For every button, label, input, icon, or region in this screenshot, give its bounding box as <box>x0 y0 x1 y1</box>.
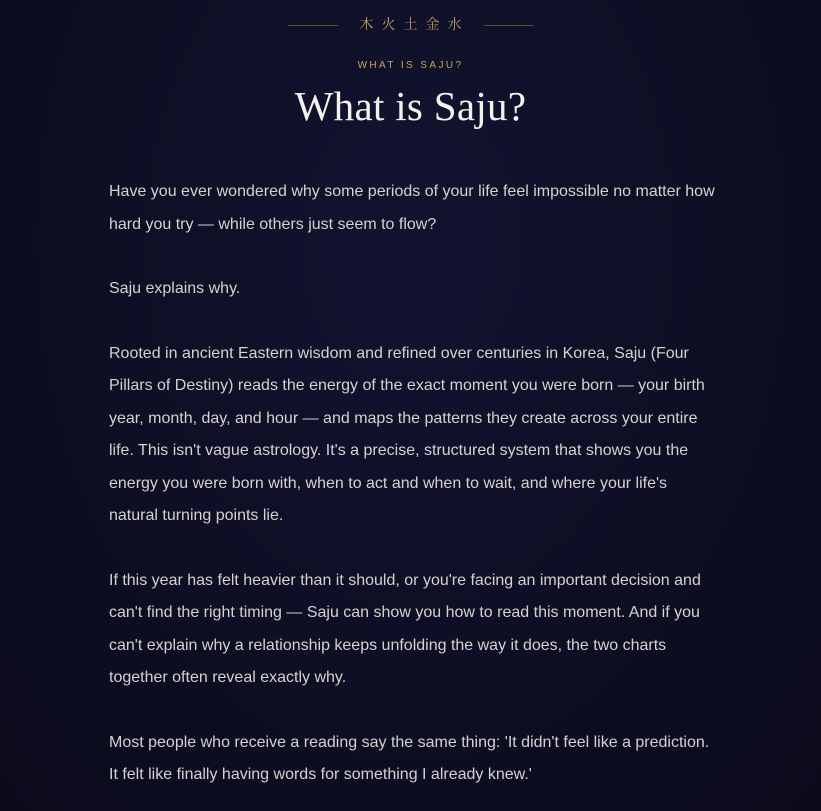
explains-paragraph: Saju explains why. <box>109 280 241 297</box>
five-elements-ornament <box>0 14 821 36</box>
section-eyebrow: WHAT IS SAJU? <box>357 60 464 71</box>
ornament-line-right <box>484 25 534 26</box>
five-elements-glyphs: 木火土金水 <box>359 17 470 33</box>
intro-paragraph: Have you ever wondered why some periods of your life feel impossible no matter how hard you try — while others just seem to flow? <box>109 183 715 233</box>
roots-paragraph: Rooted in ancient Eastern wisdom and refined over centuries in Korea, Saju (Four Pillars of Destiny) reads the energy of the exact moment you were born — your birth year, month, day, and hour — and maps the patterns they create across your entire life. This isn't vague astrology. It's a precise, structured system that shows you the energy you were born with, when to act and when to wait, and where your life's natural turning points lie. <box>109 344 705 524</box>
testimonial-paragraph: Most people who receive a reading say the same thing: 'It didn't feel like a prediction. It felt like finally having words for something I already knew.' <box>109 733 710 783</box>
ornament-line-left <box>288 25 338 26</box>
timing-paragraph: If this year has felt heavier than it should, or you're facing an important decision and can't find the right timing — Saju can show you how to read this moment. And if you can't explain why a relationship keeps unfolding the way it does, the two charts together often reveal exactly why. <box>109 571 701 686</box>
section-body <box>109 176 715 811</box>
section-title: What is Saju? <box>294 83 527 129</box>
